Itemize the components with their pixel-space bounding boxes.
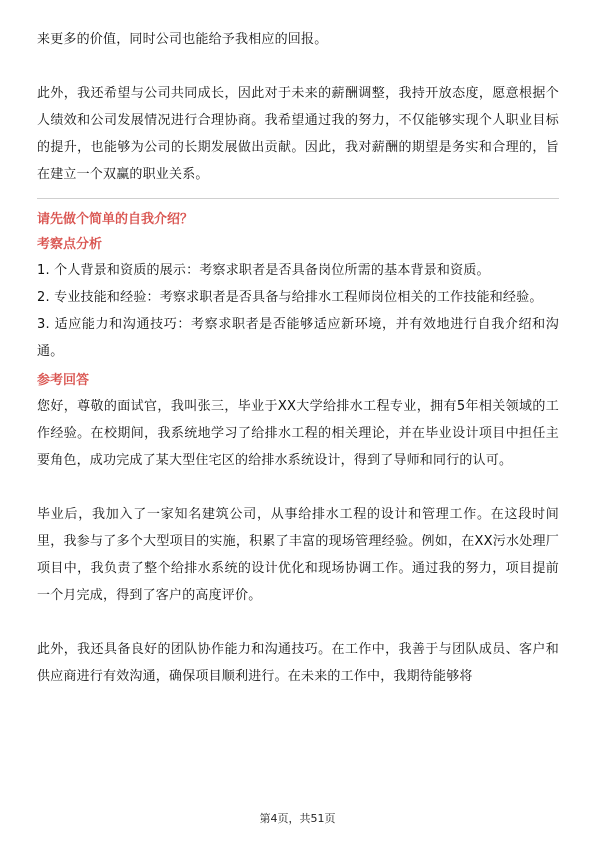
page-footer: 第4页，共51页 [259, 812, 336, 825]
page-content [37, 26, 559, 690]
answer-paragraph: 此外，我还具备良好的团队协作能力和沟通技巧。在工作中，我善于与团队成员、客户和供应商进行有效沟通，确保项目顺利进行。在未来的工作中，我期待能够将 [37, 642, 559, 684]
intro-continuation: 来更多的价值，同时公司也能给予我相应的回报。 [37, 32, 328, 47]
intro-paragraph: 此外，我还希望与公司共同成长，因此对于未来的薪酬调整，我持开放态度，愿意根据个人绩效和公司发展情况进行合理协商。我希望通过我的努力，不仅能够实现个人职业目标的提升，也能够为公司的长期发展做出贡献。因此，我对薪酬的期望是务实和合理的，旨在建立一个双赢的职业关系。 [37, 86, 559, 182]
answer-heading: 参考回答 [37, 373, 90, 388]
paragraph-gap [37, 53, 559, 80]
section-divider [37, 198, 559, 199]
analysis-heading: 考察点分析 [37, 237, 103, 252]
paragraph-gap [37, 474, 559, 501]
analysis-item: 2. 专业技能和经验：考察求职者是否具备与给排水工程师岗位相关的工作技能和经验。 [37, 290, 543, 305]
answer-paragraph: 毕业后，我加入了一家知名建筑公司，从事给排水工程的设计和管理工作。在这段时间里，我参与了多个大型项目的实施，积累了丰富的现场管理经验。例如，在XX污水处理厂项目中，我负责了整个给排水系统的设计优化和现场协调工作。通过我的努力，项目提前一个月完成，得到了客户的高度评价。 [37, 507, 559, 603]
answer-paragraph: 您好，尊敬的面试官，我叫张三，毕业于XX大学给排水工程专业，拥有5年相关领域的工作经验。在校期间，我系统地学习了给排水工程的相关理论，并在毕业设计项目中担任主要角色，成功完成了某大型住宅区的给排水系统设计，得到了导师和同行的认可。 [37, 399, 559, 468]
analysis-item: 3. 适应能力和沟通技巧：考察求职者是否能够适应新环境，并有效地进行自我介绍和沟通。 [37, 317, 559, 359]
analysis-item: 1. 个人背景和资质的展示：考察求职者是否具备岗位所需的基本背景和资质。 [37, 263, 490, 278]
paragraph-gap [37, 609, 559, 636]
question-title: 请先做个简单的自我介绍？ [37, 212, 194, 227]
